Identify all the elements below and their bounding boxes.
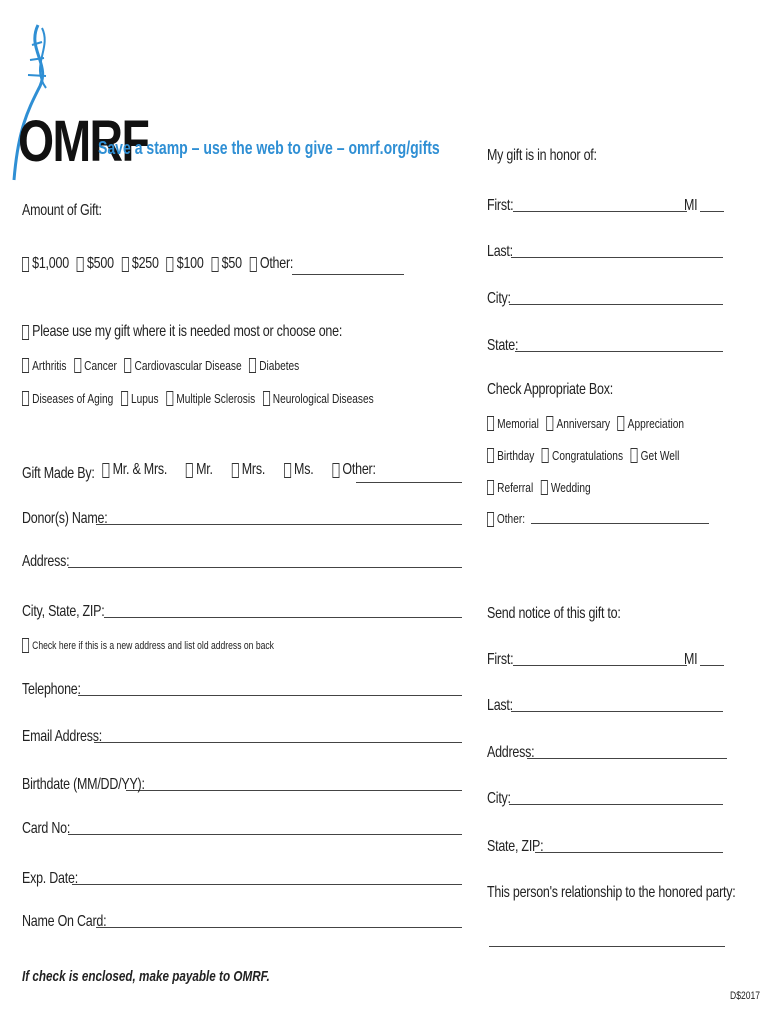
title-other-checkbox[interactable]: [332, 463, 339, 478]
mr-checkbox[interactable]: [186, 463, 193, 478]
amount-500-checkbox[interactable]: [77, 257, 84, 272]
occasions-row-3: Referral Wedding: [487, 480, 595, 498]
check-box-title: Check Appropriate Box:: [487, 381, 613, 398]
occasions-row-1: Memorial Anniversary Appreciation: [487, 416, 689, 434]
amount-label: Amount of Gift:: [22, 202, 102, 219]
notice-city-field[interactable]: City:: [487, 790, 723, 808]
exp-date-field[interactable]: Exp. Date:: [22, 870, 462, 888]
telephone-field[interactable]: Telephone:: [22, 681, 462, 699]
gift-made-by: Gift Made By: Mr. & Mrs. Mr. Mrs. Ms. Other:: [22, 461, 376, 482]
notice-mi-field[interactable]: MI: [684, 651, 724, 669]
notice-first-field[interactable]: First:: [487, 651, 687, 669]
memorial-checkbox[interactable]: [487, 416, 494, 431]
card-number-field[interactable]: Card No:: [22, 820, 462, 838]
notice-title: Send notice of this gift to:: [487, 605, 621, 622]
arthritis-checkbox[interactable]: [22, 358, 29, 373]
occasion-other-field[interactable]: Other:: [487, 511, 709, 527]
appreciation-checkbox[interactable]: [618, 416, 625, 431]
new-address-note: Check here if this is a new address and list old address on back: [22, 638, 279, 656]
title-other-line[interactable]: [356, 482, 462, 483]
relationship-label: This person's relationship to the honored party:: [487, 884, 736, 901]
check-payable-note: If check is enclosed, make payable to OMRF.: [22, 968, 270, 985]
ms-checkbox[interactable]: [166, 391, 173, 406]
get-well-checkbox[interactable]: [631, 448, 638, 463]
honor-city-field[interactable]: City:: [487, 290, 723, 308]
notice-address-field[interactable]: Address:: [487, 744, 727, 762]
birthday-checkbox[interactable]: [487, 448, 494, 463]
amount-other-checkbox[interactable]: [250, 257, 257, 272]
diabetes-checkbox[interactable]: [249, 358, 256, 373]
designations-row-2: Diseases of Aging Lupus Multiple Sclerosis Neurological Diseases: [22, 391, 378, 409]
notice-last-field[interactable]: Last:: [487, 697, 723, 715]
amount-1000-checkbox[interactable]: [22, 257, 29, 272]
designations-row-1: Arthritis Cancer Cardiovascular Disease Diabetes: [22, 358, 304, 376]
mrs-checkbox[interactable]: [232, 463, 239, 478]
relationship-line[interactable]: [489, 946, 725, 947]
amount-options: $1,000 $500 $250 $100 $50 Other:: [22, 255, 298, 277]
amount-250-checkbox[interactable]: [122, 257, 129, 272]
honor-last-field[interactable]: Last:: [487, 243, 723, 261]
designation-prompt: Please use my gift where it is needed most or choose one:: [22, 323, 347, 345]
donor-name-field[interactable]: Donor(s) Name:: [22, 510, 462, 528]
notice-state-zip-field[interactable]: State, ZIP:: [487, 838, 723, 856]
anniversary-checkbox[interactable]: [546, 416, 553, 431]
amount-100-checkbox[interactable]: [167, 257, 174, 272]
needed-most-checkbox[interactable]: [22, 325, 29, 340]
tagline: Save a stamp – use the web to give – omrf.org/gifts: [98, 138, 440, 158]
name-on-card-field[interactable]: Name On Card:: [22, 913, 462, 931]
occasions-row-2: Birthday Congratulations Get Well: [487, 448, 684, 466]
neurological-checkbox[interactable]: [263, 391, 270, 406]
new-address-checkbox[interactable]: [22, 638, 29, 653]
wedding-checkbox[interactable]: [541, 480, 548, 495]
ms-title-checkbox[interactable]: [284, 463, 291, 478]
honor-mi-field[interactable]: MI: [684, 197, 724, 215]
referral-checkbox[interactable]: [487, 480, 494, 495]
email-field[interactable]: Email Address:: [22, 728, 462, 746]
address-field[interactable]: Address:: [22, 553, 462, 571]
cancer-checkbox[interactable]: [74, 358, 81, 373]
logo-wordmark: OMRF: [18, 109, 149, 174]
honor-state-field[interactable]: State:: [487, 337, 723, 355]
congratulations-checkbox[interactable]: [542, 448, 549, 463]
form-code: D$2017: [730, 990, 761, 1002]
birthdate-field[interactable]: Birthdate (MM/DD/YY):: [22, 776, 462, 794]
aging-checkbox[interactable]: [22, 391, 29, 406]
honor-first-field[interactable]: First:: [487, 197, 687, 215]
amount-other-line[interactable]: [292, 274, 404, 275]
occasion-other-checkbox[interactable]: [487, 512, 494, 527]
lupus-checkbox[interactable]: [121, 391, 128, 406]
cardiovascular-checkbox[interactable]: [124, 358, 131, 373]
amount-50-checkbox[interactable]: [212, 257, 219, 272]
city-state-zip-field[interactable]: City, State, ZIP:: [22, 603, 462, 621]
mr-mrs-checkbox[interactable]: [102, 463, 109, 478]
honor-title: My gift is in honor of:: [487, 147, 597, 164]
